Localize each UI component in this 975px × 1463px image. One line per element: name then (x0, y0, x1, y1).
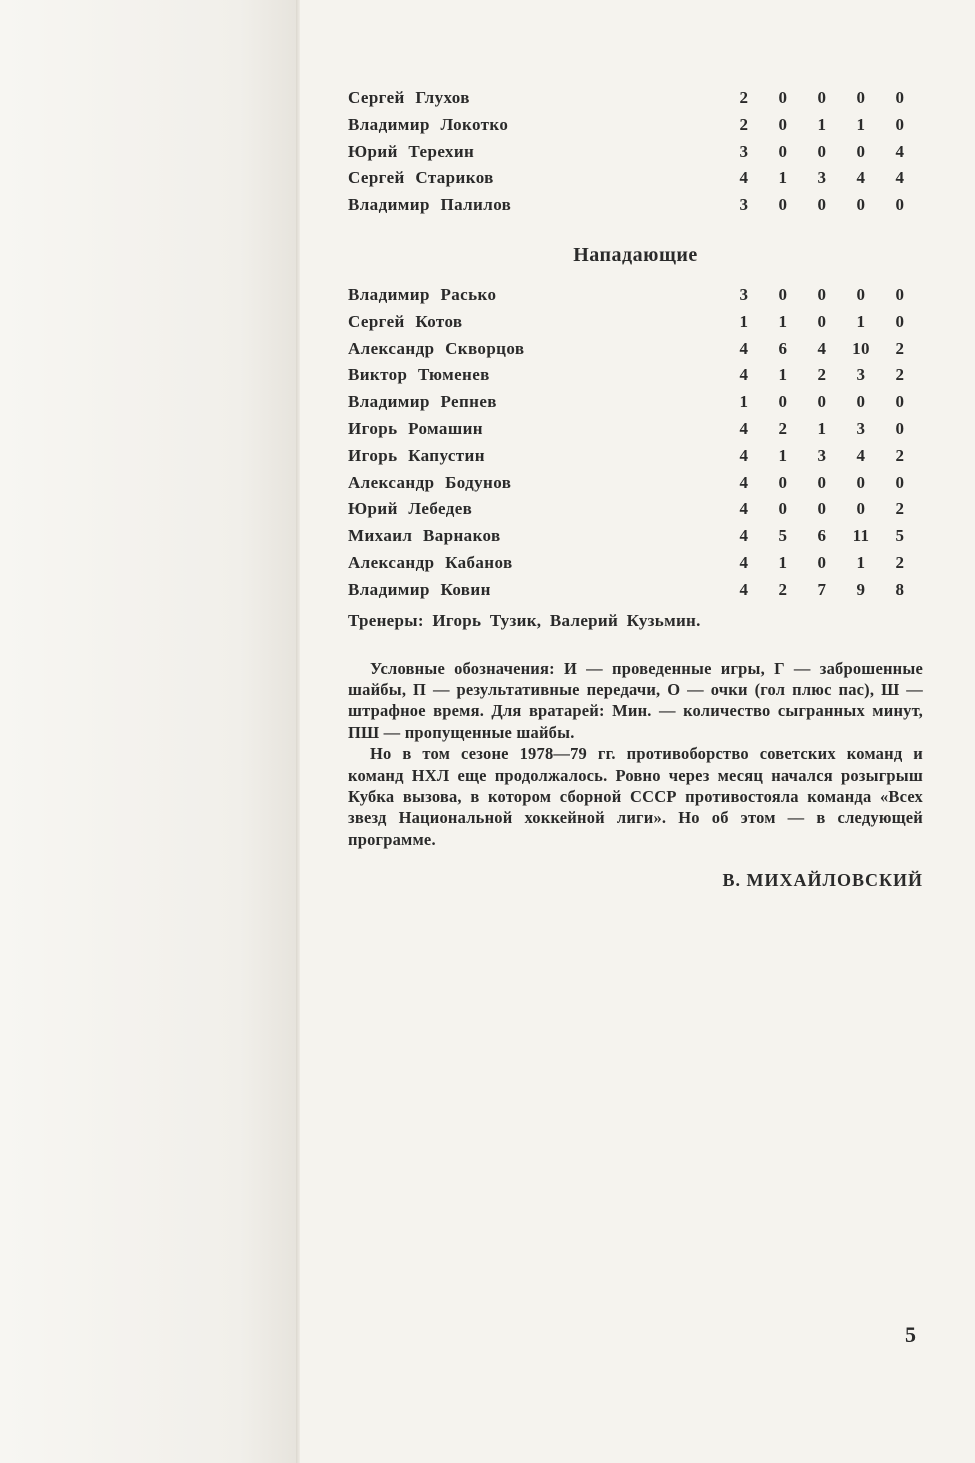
player-row (348, 115, 923, 142)
stat-cell: 4 (895, 141, 905, 161)
player-stats (732, 88, 912, 108)
page-content (348, 88, 923, 891)
player-stats (732, 553, 912, 573)
stat-cell: 0 (895, 195, 905, 215)
player-stats (732, 142, 912, 162)
player-row (348, 526, 923, 553)
player-stats (732, 473, 912, 493)
stat-cell: 4 (739, 168, 749, 188)
stat-cell: 4 (739, 445, 749, 465)
player-name: Владимир Ковин (348, 579, 491, 599)
stat-cell: 4 (739, 338, 749, 358)
defenders-table (348, 88, 923, 222)
player-row (348, 392, 923, 419)
stat-cell: 2 (817, 365, 827, 385)
stat-cell: 0 (856, 472, 866, 492)
stat-cell: 4 (895, 168, 905, 188)
player-name: Игорь Капустин (348, 445, 485, 465)
player-name: Игорь Ромашин (348, 418, 483, 438)
stat-cell: 0 (856, 284, 866, 304)
stat-cell: 2 (739, 114, 749, 134)
player-name: Михаил Варнаков (348, 526, 501, 546)
stat-cell: 7 (817, 579, 827, 599)
player-stats (732, 419, 912, 439)
player-name: Сергей Стариков (348, 168, 494, 188)
player-name: Владимир Расько (348, 284, 497, 304)
stat-cell: 0 (817, 499, 827, 519)
player-name: Сергей Глухов (348, 88, 470, 107)
stat-cell: 0 (856, 392, 866, 412)
stat-cell: 0 (856, 195, 866, 215)
player-row (348, 88, 923, 115)
stat-cell: 0 (778, 284, 788, 304)
player-row (348, 168, 923, 195)
stat-cell: 3 (817, 168, 827, 188)
stat-cell: 0 (856, 88, 866, 107)
stat-cell: 2 (895, 365, 905, 385)
stat-cell: 3 (856, 418, 866, 438)
stat-cell: 4 (739, 418, 749, 438)
stat-cell: 2 (778, 418, 788, 438)
stat-cell: 6 (778, 338, 788, 358)
player-row (348, 312, 923, 339)
stat-cell: 1 (817, 418, 827, 438)
stat-cell: 0 (817, 284, 827, 304)
stat-cell: 1 (817, 114, 827, 134)
player-stats (732, 195, 912, 215)
stat-cell: 3 (739, 195, 749, 215)
player-stats (732, 446, 912, 466)
player-row (348, 195, 923, 222)
player-stats (732, 580, 912, 600)
stat-cell: 3 (817, 445, 827, 465)
stat-cell: 4 (739, 579, 749, 599)
player-name: Владимир Репнев (348, 392, 497, 412)
player-row (348, 553, 923, 580)
player-row (348, 285, 923, 312)
player-stats (732, 365, 912, 385)
coaches-line: Тренеры: Игорь Тузик, Валерий Кузьмин. (348, 610, 701, 630)
player-row (348, 446, 923, 473)
stat-cell: 9 (856, 579, 866, 599)
player-row (348, 473, 923, 500)
stat-cell: 0 (895, 284, 905, 304)
stat-cell: 0 (856, 141, 866, 161)
stat-cell: 0 (817, 88, 827, 107)
stat-cell: 0 (778, 392, 788, 412)
player-stats (732, 392, 912, 412)
stat-cell: 2 (778, 579, 788, 599)
stat-cell: 2 (895, 338, 905, 358)
stat-cell: 5 (895, 526, 905, 546)
stat-cell: 4 (739, 365, 749, 385)
stat-cell: 0 (817, 141, 827, 161)
player-name: Владимир Палилов (348, 195, 512, 215)
player-name: Юрий Терехин (348, 141, 475, 161)
stat-cell: 4 (856, 445, 866, 465)
stat-cell: 0 (817, 552, 827, 572)
stat-cell: 5 (778, 526, 788, 546)
player-row (348, 339, 923, 366)
player-stats (732, 312, 912, 332)
player-name: Сергей Котов (348, 311, 463, 331)
stat-cell: 4 (739, 499, 749, 519)
stat-cell: 1 (778, 168, 788, 188)
page-number: 5 (905, 1322, 916, 1347)
stat-cell: 6 (817, 526, 827, 546)
stat-cell: 4 (739, 526, 749, 546)
stat-cell: 0 (817, 311, 827, 331)
stat-cell: 0 (817, 195, 827, 215)
stat-cell: 4 (856, 168, 866, 188)
stat-cell: 4 (739, 552, 749, 572)
stat-cell: 1 (778, 311, 788, 331)
legend-paragraph: Условные обозначения: И — проведенные игры, Г — заброшенные шайбы, П — результативные передачи, О — очки (гол плюс пас), Ш — штрафное время. Для вратарей: Мин. — количество сыгранных минут, ПШ — пропущенные шайбы. (348, 658, 923, 742)
player-name: Александр Кабанов (348, 552, 513, 572)
stat-cell: 0 (778, 141, 788, 161)
closing-paragraph: Но в том сезоне 1978—79 гг. противоборство советских команд и команд НХЛ еще продолжалось. Ровно через месяц начался розыгрыш Кубка вызова, в котором сборной СССР противостояла команда «Всех звезд Национальной хоккейной лиги». Но об этом — в следующей программе. (348, 744, 923, 849)
stat-cell: 0 (895, 311, 905, 331)
stat-cell: 1 (856, 114, 866, 134)
stat-cell: 4 (817, 338, 827, 358)
player-name: Юрий Лебедев (348, 499, 473, 519)
stat-cell: 1 (856, 552, 866, 572)
stat-cell: 0 (778, 195, 788, 215)
player-name: Александр Бодунов (348, 472, 512, 492)
left-blank-page (0, 0, 300, 1463)
stat-cell: 1 (778, 445, 788, 465)
player-stats (732, 168, 912, 188)
stat-cell: 8 (895, 579, 905, 599)
stat-cell: 0 (895, 418, 905, 438)
player-row (348, 142, 923, 169)
stat-cell: 3 (739, 141, 749, 161)
stat-cell: 2 (895, 499, 905, 519)
player-row (348, 499, 923, 526)
player-name: Виктор Тюменев (348, 365, 490, 385)
stat-cell: 0 (895, 114, 905, 134)
player-name: Александр Скворцов (348, 338, 525, 358)
player-stats (732, 526, 912, 546)
stat-cell: 1 (856, 311, 866, 331)
stat-cell: 0 (817, 472, 827, 492)
stat-cell: 3 (739, 284, 749, 304)
stat-cell: 0 (856, 499, 866, 519)
player-name: Владимир Локотко (348, 114, 509, 134)
stat-cell: 0 (778, 472, 788, 492)
stat-cell: 2 (739, 88, 749, 107)
player-stats (732, 285, 912, 305)
stat-cell: 2 (895, 552, 905, 572)
stat-cell: 1 (739, 311, 749, 331)
stat-cell: 4 (739, 472, 749, 492)
player-stats (732, 499, 912, 519)
stat-cell: 0 (778, 114, 788, 134)
stat-cell: 0 (895, 392, 905, 412)
stat-cell: 11 (852, 526, 870, 546)
player-row (348, 419, 923, 446)
stat-cell: 0 (778, 88, 788, 107)
section-title-forwards: Нападающие (573, 243, 698, 266)
stat-cell: 0 (895, 472, 905, 492)
player-row (348, 365, 923, 392)
stat-cell: 3 (856, 365, 866, 385)
forwards-table (348, 285, 923, 607)
stat-cell: 2 (895, 445, 905, 465)
player-stats (732, 339, 912, 359)
stat-cell: 0 (817, 392, 827, 412)
player-row (348, 580, 923, 607)
stat-cell: 0 (895, 88, 905, 107)
stat-cell: 1 (778, 365, 788, 385)
player-stats (732, 115, 912, 135)
stat-cell: 1 (778, 552, 788, 572)
stat-cell: 1 (739, 392, 749, 412)
author-signature: В. МИХАЙЛОВСКИЙ (722, 870, 923, 891)
stat-cell: 0 (778, 499, 788, 519)
stat-cell: 10 (852, 338, 870, 358)
